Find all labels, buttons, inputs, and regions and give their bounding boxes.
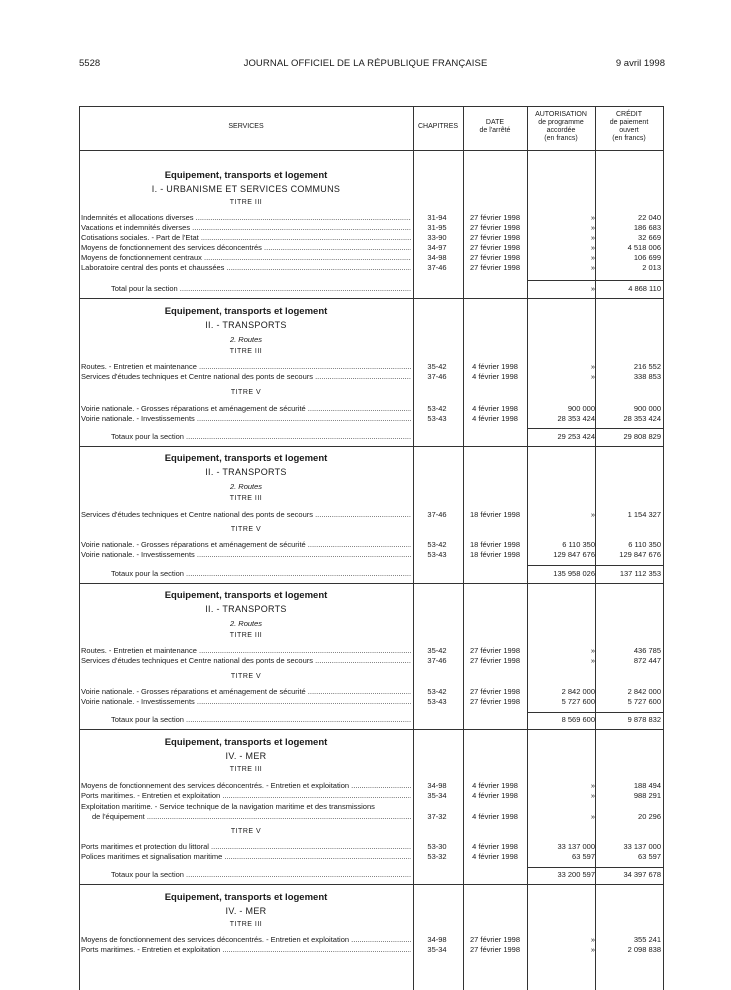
row-credit: 28 353 424 xyxy=(623,414,661,423)
row-autorisation: 8 569 600 xyxy=(561,715,595,724)
row-credit: 22 040 xyxy=(638,213,661,222)
row-autorisation: 33 200 597 xyxy=(557,870,595,879)
row-credit: 338 853 xyxy=(633,372,661,381)
row-autorisation: » xyxy=(590,253,595,262)
table-row xyxy=(79,233,663,243)
row-label: Cotisations sociales. - Part de l'Etat ..... xyxy=(81,233,411,243)
block-rule xyxy=(79,446,663,447)
row-chapitre: 53-42 xyxy=(427,540,447,549)
row-autorisation: 129 847 676 xyxy=(553,550,595,559)
row-date: 4 février 1998 xyxy=(472,414,518,423)
block-rule xyxy=(79,884,663,885)
row-chapitre: 53-43 xyxy=(427,550,447,559)
row-autorisation: 28 353 424 xyxy=(557,414,595,423)
block-rule xyxy=(79,583,663,584)
titre-heading: TITRE V xyxy=(230,389,262,396)
row-credit: 32 669 xyxy=(638,233,661,242)
row-autorisation: » xyxy=(590,945,595,954)
row-chapitre: 35-34 xyxy=(427,945,447,954)
row-autorisation: » xyxy=(590,223,595,232)
table-row xyxy=(79,791,663,801)
row-credit: 2 098 838 xyxy=(627,945,661,954)
section-heading: IV. - MER xyxy=(225,906,267,916)
row-chapitre: 35-42 xyxy=(427,362,447,371)
row-chapitre: 37-46 xyxy=(427,372,447,381)
row-credit: 188 494 xyxy=(633,781,661,790)
row-autorisation: » xyxy=(590,233,595,242)
row-credit: 988 291 xyxy=(633,791,661,800)
row-autorisation: 2 842 000 xyxy=(561,687,595,696)
row-autorisation: 63 597 xyxy=(572,852,595,861)
row-date: 4 février 1998 xyxy=(472,372,518,381)
row-autorisation: » xyxy=(590,510,595,519)
row-label: Voirie nationale. - Grosses réparations et aménagement de sécurité ..... xyxy=(81,687,411,697)
row-chapitre: 53-42 xyxy=(427,687,447,696)
row-credit: 20 296 xyxy=(638,812,661,821)
col-header-services: SERVICES xyxy=(228,123,264,130)
row-label: Ports maritimes. - Entretien et exploitation ..... xyxy=(81,945,411,955)
table-row xyxy=(79,404,663,414)
table-row xyxy=(79,414,663,424)
row-autorisation: » xyxy=(590,812,595,821)
row-chapitre: 35-34 xyxy=(427,791,447,800)
section-heading: IV. - MER xyxy=(225,751,267,761)
row-autorisation: » xyxy=(590,372,595,381)
section-heading: II. - TRANSPORTS xyxy=(205,320,287,330)
row-autorisation: 5 727 600 xyxy=(561,697,595,706)
row-label: Moyens de fonctionnement centraux ..... xyxy=(81,253,411,263)
row-credit: 216 552 xyxy=(633,362,661,371)
row-credit: 186 683 xyxy=(633,223,661,232)
row-date: 4 février 1998 xyxy=(472,404,518,413)
row-label: Totaux pour la section ..... xyxy=(111,715,411,725)
row-date: 4 février 1998 xyxy=(472,812,518,821)
row-label: Exploitation maritime. - Service technique de la navigation maritime et des transmissions xyxy=(81,802,375,811)
row-label: Moyens de fonctionnement des services déconcentrés. - Entretien et exploitation ..... xyxy=(81,935,411,945)
row-label: Voirie nationale. - Investissements ..... xyxy=(81,697,411,707)
row-autorisation: 29 253 424 xyxy=(557,432,595,441)
titre-heading: TITRE III xyxy=(229,348,263,355)
row-date: 4 février 1998 xyxy=(472,362,518,371)
row-chapitre: 37-46 xyxy=(427,263,447,272)
row-credit: 129 847 676 xyxy=(619,550,661,559)
titre-heading: TITRE III xyxy=(229,495,263,502)
row-autorisation: 900 000 xyxy=(567,404,595,413)
row-credit: 4 868 110 xyxy=(628,284,661,293)
credits-table xyxy=(79,106,663,990)
row-date: 27 février 1998 xyxy=(469,935,521,944)
row-label: de l'équipement ..... xyxy=(92,812,411,822)
row-label: Ports maritimes et protection du littoral ..... xyxy=(81,842,411,852)
row-label: Services d'études techniques et Centre national des ponts de secours ..... xyxy=(81,510,411,520)
titre-heading: TITRE V xyxy=(230,526,262,533)
total-rule xyxy=(527,428,663,429)
ministry-heading: Equipement, transports et logement xyxy=(164,170,328,181)
row-label: Totaux pour la section ..... xyxy=(111,432,411,442)
table-row xyxy=(79,550,663,560)
row-credit: 355 241 xyxy=(633,935,661,944)
row-autorisation: » xyxy=(590,213,595,222)
journal-title: JOURNAL OFFICIEL DE LA RÉPUBLIQUE FRANÇAISE xyxy=(243,58,488,69)
row-label: Vacations et indemnités diverses ..... xyxy=(81,223,411,233)
ministry-heading: Equipement, transports et logement xyxy=(164,590,328,601)
row-label: Indemnités et allocations diverses ..... xyxy=(81,213,411,223)
row-credit: 872 447 xyxy=(633,656,661,665)
table-row xyxy=(79,697,663,707)
row-autorisation: » xyxy=(590,263,595,272)
row-chapitre: 34-98 xyxy=(427,253,447,262)
total-row xyxy=(79,870,663,880)
row-label: Moyens de fonctionnement des services déconcentrés. - Entretien et exploitation ..... xyxy=(81,781,411,791)
row-label: Total pour la section ..... xyxy=(111,284,411,294)
titre-heading: TITRE V xyxy=(230,828,262,835)
row-date: 4 février 1998 xyxy=(472,791,518,800)
row-autorisation: » xyxy=(590,781,595,790)
row-autorisation: 135 958 026 xyxy=(553,569,595,578)
total-row xyxy=(79,569,663,579)
row-label: Voirie nationale. - Grosses réparations et aménagement de sécurité ..... xyxy=(81,404,411,414)
table-row xyxy=(79,243,663,253)
row-date: 18 février 1998 xyxy=(469,510,521,519)
row-chapitre: 33-90 xyxy=(427,233,447,242)
titre-heading: TITRE III xyxy=(229,199,263,206)
table-row xyxy=(79,540,663,550)
ministry-heading: Equipement, transports et logement xyxy=(164,306,328,317)
col-header-credit: CRÉDIT de paiement ouvert (en francs) xyxy=(609,111,649,142)
ministry-heading: Equipement, transports et logement xyxy=(164,453,328,464)
table-row xyxy=(79,253,663,263)
row-credit: 436 785 xyxy=(633,646,661,655)
row-label: Totaux pour la section ..... xyxy=(111,569,411,579)
row-date: 27 février 1998 xyxy=(469,263,521,272)
table-row xyxy=(79,935,663,945)
row-credit: 63 597 xyxy=(638,852,661,861)
row-credit: 4 518 006 xyxy=(627,243,661,252)
row-chapitre: 34-97 xyxy=(427,243,447,252)
row-autorisation: 33 137 000 xyxy=(557,842,595,851)
row-date: 4 février 1998 xyxy=(472,852,518,861)
row-credit: 5 727 600 xyxy=(627,697,661,706)
row-date: 27 février 1998 xyxy=(469,243,521,252)
header-bottom-rule xyxy=(79,150,663,151)
row-credit: 137 112 353 xyxy=(619,569,661,578)
row-date: 27 février 1998 xyxy=(469,213,521,222)
row-chapitre: 31-94 xyxy=(427,213,447,222)
table-row xyxy=(79,802,663,812)
row-date: 27 février 1998 xyxy=(469,656,521,665)
subsection-heading: 2. Routes xyxy=(229,335,263,344)
row-chapitre: 53-30 xyxy=(427,842,447,851)
table-top-rule xyxy=(79,106,663,107)
section-heading: I. - URBANISME ET SERVICES COMMUNS xyxy=(151,184,341,194)
row-label: Totaux pour la section ..... xyxy=(111,870,411,880)
row-date: 4 février 1998 xyxy=(472,781,518,790)
section-heading: II. - TRANSPORTS xyxy=(205,467,287,477)
col-header-chapitres: CHAPITRES xyxy=(417,123,459,130)
row-date: 27 février 1998 xyxy=(469,223,521,232)
subsection-heading: 2. Routes xyxy=(229,619,263,628)
table-row xyxy=(79,945,663,955)
row-label: Moyens de fonctionnement des services déconcentrés ..... xyxy=(81,243,411,253)
row-credit: 29 808 829 xyxy=(623,432,661,441)
row-date: 18 février 1998 xyxy=(469,540,521,549)
total-row xyxy=(79,284,663,294)
row-date: 27 février 1998 xyxy=(469,697,521,706)
table-row xyxy=(79,781,663,791)
row-chapitre: 31-95 xyxy=(427,223,447,232)
row-credit: 1 154 327 xyxy=(627,510,661,519)
row-date: 18 février 1998 xyxy=(469,550,521,559)
row-credit: 34 397 678 xyxy=(623,870,661,879)
row-credit: 2 013 xyxy=(642,263,661,272)
titre-heading: TITRE III xyxy=(229,632,263,639)
row-autorisation: » xyxy=(590,935,595,944)
row-chapitre: 34-98 xyxy=(427,781,447,790)
table-row xyxy=(79,842,663,852)
row-label: Services d'études techniques et Centre national des ponts de secours ..... xyxy=(81,372,411,382)
page-number: 5528 xyxy=(79,58,101,69)
row-label: Services d'études techniques et Centre national des ponts de secours ..... xyxy=(81,656,411,666)
total-rule xyxy=(527,867,663,868)
row-label: Routes. - Entretien et maintenance ..... xyxy=(81,362,411,372)
row-autorisation: » xyxy=(590,243,595,252)
table-row xyxy=(79,263,663,273)
row-chapitre: 53-43 xyxy=(427,697,447,706)
row-chapitre: 34-98 xyxy=(427,935,447,944)
row-chapitre: 53-42 xyxy=(427,404,447,413)
table-row xyxy=(79,362,663,372)
row-credit: 106 699 xyxy=(633,253,661,262)
table-row xyxy=(79,213,663,223)
col-header-date: DATE de l'arrêté xyxy=(479,119,511,134)
titre-heading: TITRE V xyxy=(230,673,262,680)
row-chapitre: 53-43 xyxy=(427,414,447,423)
row-autorisation: » xyxy=(590,362,595,371)
table-row xyxy=(79,223,663,233)
row-credit: 6 110 350 xyxy=(628,540,661,549)
row-chapitre: 35-42 xyxy=(427,646,447,655)
table-row xyxy=(79,812,663,822)
row-label: Voirie nationale. - Investissements ..... xyxy=(81,414,411,424)
row-chapitre: 37-46 xyxy=(427,510,447,519)
row-label: Polices maritimes et signalisation maritime ..... xyxy=(81,852,411,862)
table-row xyxy=(79,372,663,382)
table-row xyxy=(79,656,663,666)
row-label: Routes. - Entretien et maintenance ..... xyxy=(81,646,411,656)
row-autorisation: » xyxy=(590,656,595,665)
total-row xyxy=(79,432,663,442)
section-heading: II. - TRANSPORTS xyxy=(205,604,287,614)
row-date: 27 février 1998 xyxy=(469,646,521,655)
table-row xyxy=(79,852,663,862)
row-label: Laboratoire central des ponts et chaussées ..... xyxy=(81,263,411,273)
ministry-heading: Equipement, transports et logement xyxy=(164,737,328,748)
titre-heading: TITRE III xyxy=(229,766,263,773)
total-rule xyxy=(527,712,663,713)
block-rule xyxy=(79,298,663,299)
col-divider xyxy=(663,106,664,990)
titre-heading: TITRE III xyxy=(229,921,263,928)
table-row xyxy=(79,687,663,697)
ministry-heading: Equipement, transports et logement xyxy=(164,892,328,903)
row-credit: 900 000 xyxy=(633,404,661,413)
row-credit: 9 878 832 xyxy=(627,715,661,724)
subsection-heading: 2. Routes xyxy=(229,482,263,491)
row-label: Voirie nationale. - Investissements ..... xyxy=(81,550,411,560)
total-rule xyxy=(527,280,663,281)
row-date: 27 février 1998 xyxy=(469,945,521,954)
block-rule xyxy=(79,729,663,730)
row-credit: 33 137 000 xyxy=(623,842,661,851)
row-date: 4 février 1998 xyxy=(472,842,518,851)
table-row xyxy=(79,646,663,656)
row-chapitre: 37-46 xyxy=(427,656,447,665)
row-date: 27 février 1998 xyxy=(469,687,521,696)
row-autorisation: » xyxy=(590,284,595,293)
row-autorisation: » xyxy=(590,791,595,800)
col-header-autorisation: AUTORISATION de programme accordée (en francs) xyxy=(535,111,587,142)
row-chapitre: 53-32 xyxy=(427,852,447,861)
row-credit: 2 842 000 xyxy=(627,687,661,696)
total-rule xyxy=(527,565,663,566)
issue-date: 9 avril 1998 xyxy=(615,58,665,69)
row-autorisation: » xyxy=(590,646,595,655)
row-chapitre: 37-32 xyxy=(427,812,447,821)
row-date: 27 février 1998 xyxy=(469,253,521,262)
row-autorisation: 6 110 350 xyxy=(562,540,595,549)
row-date: 27 février 1998 xyxy=(469,233,521,242)
table-row xyxy=(79,510,663,520)
row-label: Ports maritimes. - Entretien et exploitation ..... xyxy=(81,791,411,801)
total-row xyxy=(79,715,663,725)
row-label: Voirie nationale. - Grosses réparations et aménagement de sécurité ..... xyxy=(81,540,411,550)
